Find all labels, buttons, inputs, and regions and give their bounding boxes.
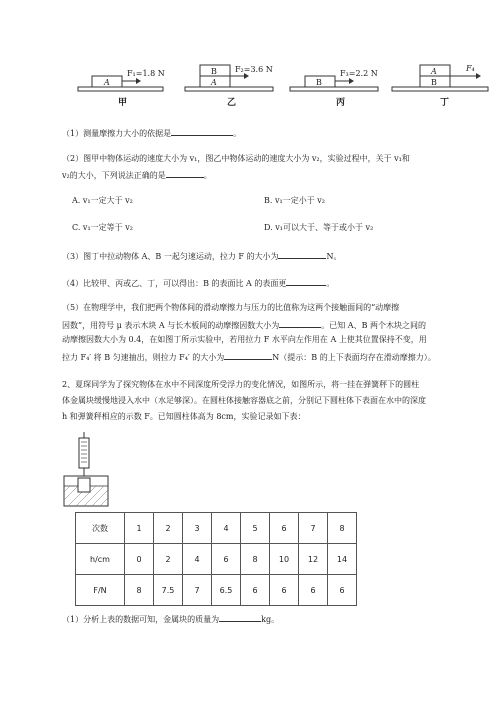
table-cell: 7 [299, 513, 328, 544]
question-2-intro-line-3: h 和弹簧秤相应的示数 F。已知圆柱体高为 8cm，实验记录如下表： [62, 412, 306, 421]
question-5-text: 拉力 F₄′ 将 B 匀速抽出，则拉力 F₄′ 的大小为 [62, 353, 225, 362]
table-cell: 7 [183, 575, 212, 606]
table-cell: 6 [328, 575, 357, 606]
question-3-line [62, 249, 341, 263]
arrow-head [136, 78, 141, 84]
answer-blank[interactable] [171, 126, 233, 136]
figure-bing [290, 69, 378, 91]
force-label-2: F₂=3.6 N [235, 65, 273, 74]
question-2-sub-1-line [62, 612, 279, 626]
table-cell: 6 [270, 513, 299, 544]
question-2-text: v₂的大小，下列说法正确的是 [62, 171, 166, 180]
question-5-line-1: （5）在物理学中，我们把两个物体间的滑动摩擦力与压力的比值称为这两个接触面间的“动摩擦 [62, 303, 400, 312]
question-2-line-1: （2）图甲中物体运动的速度大小为 v₁，图乙中物体运动的速度大小为 v₂，实验过程中，关于 v₁和 [62, 154, 410, 163]
question-4-line [62, 276, 334, 290]
table-cell: 4 [212, 513, 241, 544]
block-a-label: A [211, 78, 217, 87]
question-4-text: （4）比较甲、丙或乙、丁，可以得出：B 的表面比 A 的表面更 [62, 279, 287, 288]
metal-cylinder [78, 478, 90, 492]
table-cell: 3 [183, 513, 212, 544]
block-b-label: B [316, 78, 322, 87]
table-row [76, 544, 357, 575]
punct: 。 [326, 279, 335, 288]
block-a-label: A [431, 67, 437, 76]
caption-jia: 甲 [118, 98, 128, 108]
block-b-label: B [211, 67, 217, 76]
figure-ding [392, 64, 488, 91]
board [185, 87, 273, 91]
table-cell: 8 [328, 513, 357, 544]
question-3-text: （3）图丁中拉动物体 A、B 一起匀速运动，拉力 F 的大小为 [62, 252, 279, 261]
board [290, 87, 378, 91]
caption-ding: 丁 [440, 98, 450, 108]
question-5-line-4 [62, 350, 436, 364]
question-1-line [62, 126, 241, 140]
table-cell: 0 [125, 544, 154, 575]
question-5-text: 因数”，用符号 μ 表示木块 A 与长木板间的动摩擦因数大小为 [62, 321, 280, 330]
table-cell: 次数 [76, 513, 125, 544]
question-5-line-3: 动摩擦因数大小为 0.4，在如图丁所示实验中，若用拉力 F 水平向左作用在 A 上使其位置保持不变，用 [62, 335, 427, 344]
block-b-label: B [431, 78, 437, 87]
table-cell: 2 [154, 513, 183, 544]
question-2-sub-1-text: （1）分析上表的数据可知，金属块的质量为 [62, 615, 220, 624]
spring-scale [79, 438, 89, 468]
board [392, 87, 488, 91]
question-5-line-2 [62, 318, 426, 332]
table-cell: h/cm [76, 544, 125, 575]
table-cell: 2 [154, 544, 183, 575]
spring-scale-beaker-figure [60, 432, 120, 512]
friction-figure [0, 0, 500, 110]
option-d[interactable]: D. v₁可以大于、等于或小于 v₂ [264, 223, 374, 232]
option-c[interactable]: C. v₁一定等于 v₂ [72, 223, 133, 232]
table-cell: 5 [241, 513, 270, 544]
question-5-text: N（提示：B 的上下表面均存在滑动摩擦力）。 [272, 353, 436, 362]
table-cell: 8 [241, 544, 270, 575]
table-cell: F/N [76, 575, 125, 606]
table-cell: 6 [212, 544, 241, 575]
punct: N。 [326, 252, 342, 261]
figure-yi [185, 65, 273, 91]
option-b[interactable]: B. v₁一定小于 v₂ [264, 196, 325, 205]
data-table [75, 512, 357, 606]
table-cell: 8 [125, 575, 154, 606]
answer-blank[interactable] [219, 612, 261, 622]
question-2-intro-line-1: 2、夏琛同学为了探究物体在水中不同深度所受浮力的变化情况，如图所示，将一挂在弹簧秤下的圆柱 [62, 380, 420, 389]
question-2-line-2 [62, 168, 212, 182]
question-5-text: 。已知 A、B 两个木块之间的 [321, 321, 426, 330]
table-row [76, 513, 357, 544]
table-cell: 12 [299, 544, 328, 575]
table-cell: 6.5 [212, 575, 241, 606]
punct: 。 [233, 129, 242, 138]
table-cell: 6 [241, 575, 270, 606]
table-cell: 10 [270, 544, 299, 575]
answer-blank[interactable] [166, 168, 204, 178]
board [78, 87, 163, 91]
force-label-4: F₄ [466, 64, 475, 73]
table-cell: 6 [299, 575, 328, 606]
arrow-head [349, 78, 354, 84]
answer-blank[interactable] [279, 318, 321, 328]
question-2-intro-line-2: 体金属块缓慢地浸入水中（水足够深）。在圆柱体接触容器底之前，分别记下圆柱体下表面在水中的深度 [62, 396, 426, 405]
table-cell: 1 [125, 513, 154, 544]
answer-blank[interactable] [278, 249, 326, 259]
answer-blank[interactable] [286, 276, 326, 286]
unit-text: kg。 [261, 615, 280, 624]
caption-bing: 丙 [336, 98, 346, 108]
force-label-3: F₃=2.2 N [340, 69, 378, 78]
table-cell: 14 [328, 544, 357, 575]
option-a[interactable]: A. v₁一定大于 v₂ [72, 196, 133, 205]
table-row [76, 575, 357, 606]
question-1-text: （1）测量摩擦力大小的依据是 [62, 129, 172, 138]
force-label-1: F₁=1.8 N [127, 69, 165, 78]
table-cell: 7.5 [154, 575, 183, 606]
block-a-label: A [104, 78, 110, 87]
arrow-head [476, 73, 481, 79]
answer-blank[interactable] [224, 350, 272, 360]
table-cell: 6 [270, 575, 299, 606]
table-cell: 4 [183, 544, 212, 575]
punct: 。 [203, 171, 212, 180]
caption-yi: 乙 [227, 98, 237, 108]
figure-jia [78, 69, 165, 91]
